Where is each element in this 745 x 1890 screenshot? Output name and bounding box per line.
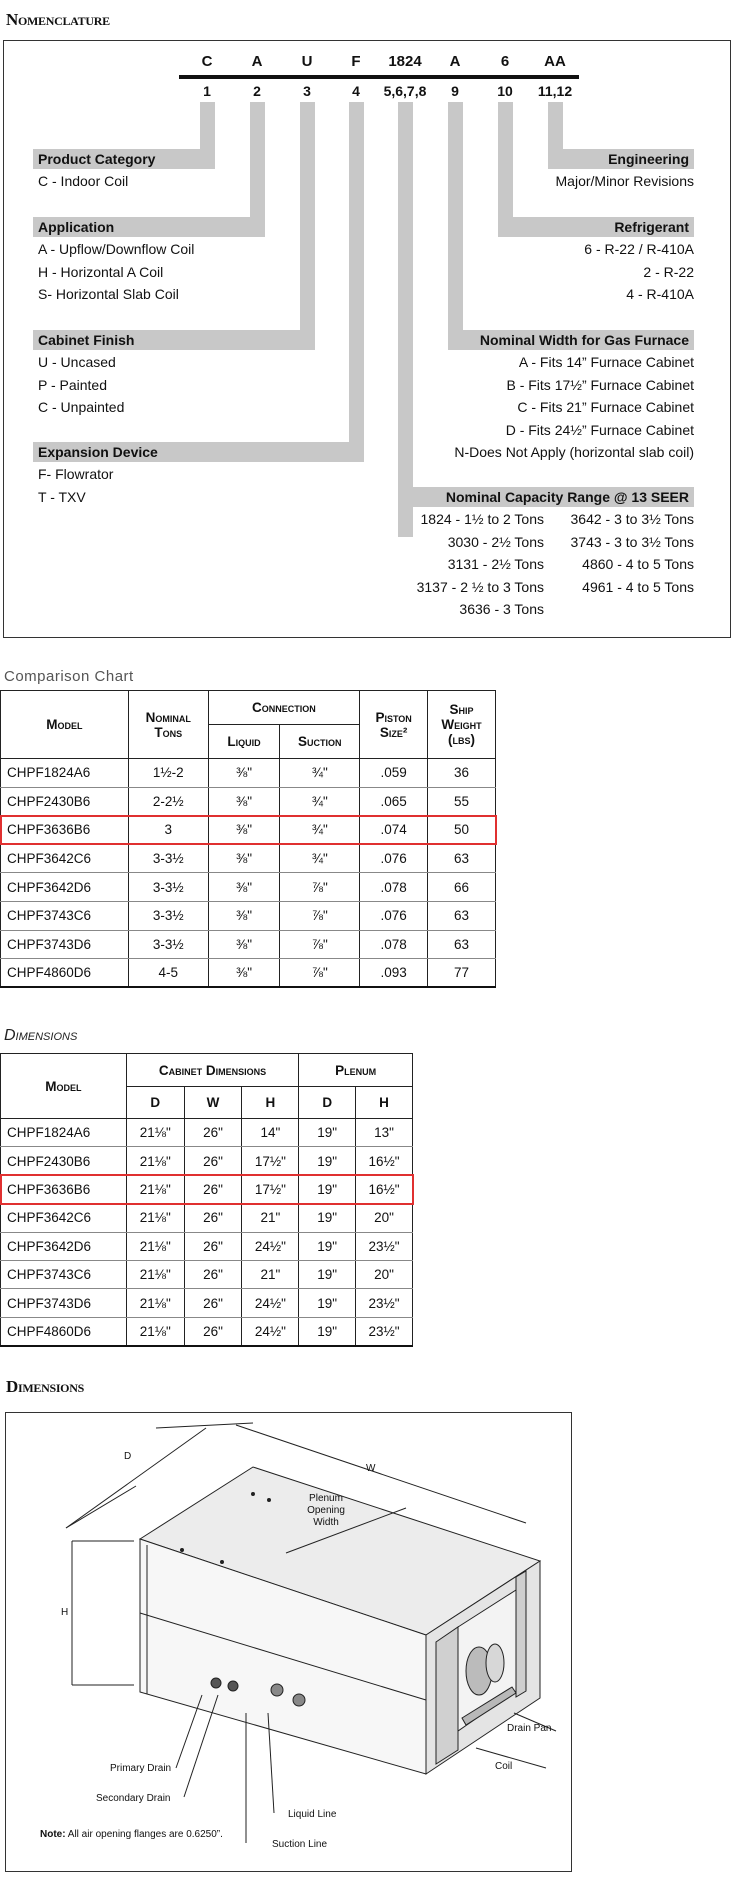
pos-2: 2 <box>253 83 261 99</box>
product-category-item: C - Indoor Coil <box>38 173 129 189</box>
table-cell: ⅜" <box>208 959 280 988</box>
col-plenum-d: D <box>299 1087 356 1119</box>
cabinet-finish-item: U - Uncased <box>38 354 116 370</box>
table-cell: 63 <box>428 901 496 930</box>
table-cell: 16½" <box>356 1175 413 1203</box>
pos-4: 4 <box>352 83 360 99</box>
comparison-title: Comparison Chart <box>4 668 134 685</box>
table-row <box>1 873 496 902</box>
nominal-width-item: B - Fits 17½” Furnace Cabinet <box>506 376 694 393</box>
cell-model: CHPF2430B6 <box>1 787 129 816</box>
expansion-device-item: T - TXV <box>38 488 86 505</box>
table-row <box>1 1147 413 1175</box>
table-cell: 21⅛" <box>126 1175 184 1203</box>
nominal-width-item: C - Fits 21” Furnace Cabinet <box>517 399 694 415</box>
table-cell: 63 <box>428 844 496 873</box>
code-1: C <box>201 53 213 70</box>
code-6: A <box>449 53 461 70</box>
table-cell: 23½" <box>356 1317 413 1345</box>
capacity-item: 3137 - 2 ½ to 3 Tons <box>416 578 544 595</box>
capacity-item: 4860 - 4 to 5 Tons <box>582 556 694 572</box>
table-row <box>1 1260 413 1288</box>
code-4: F <box>351 53 361 70</box>
label-coil: Coil <box>495 1761 513 1772</box>
svg-text:Note: All air opening flanges <box>40 1829 223 1840</box>
table-cell: 3-3½ <box>128 930 208 959</box>
label-suction-line: Suction Line <box>272 1839 328 1850</box>
cell-model: CHPF3642C6 <box>1 1204 127 1232</box>
table-cell: ⅞" <box>280 959 360 988</box>
col-model: Model <box>1 691 129 759</box>
application-item: H - Horizontal A Coil <box>38 263 164 280</box>
refrigerant-item: 2 - R-22 <box>643 263 694 280</box>
table-cell: ⅜" <box>208 816 280 845</box>
table-cell: 23½" <box>356 1289 413 1317</box>
table-cell: 77 <box>428 959 496 988</box>
label-w: W <box>366 1463 376 1474</box>
table-cell: 16½" <box>356 1147 413 1175</box>
capacity-item: 3131 - 2½ Tons <box>447 556 544 572</box>
note-label: Note: <box>40 1829 66 1840</box>
table-cell: ⅜" <box>208 873 280 902</box>
nominal-width-item: D - Fits 24½” Furnace Cabinet <box>505 421 694 438</box>
dimensions-title: Dimensions <box>4 1027 78 1044</box>
nomenclature-title: Nomenclature <box>6 10 110 29</box>
pos-3: 3 <box>303 83 311 99</box>
table-row <box>1 844 496 873</box>
col-connection: Connection <box>208 691 359 725</box>
col-cab-h: H <box>242 1087 299 1119</box>
table-cell: ¾" <box>280 787 360 816</box>
col-plenum: Plenum <box>299 1054 413 1087</box>
table-cell: 3-3½ <box>128 844 208 873</box>
col-suction: Suction <box>280 725 360 759</box>
table-cell: ¾" <box>280 759 360 788</box>
table-cell: 14" <box>242 1119 299 1147</box>
code-rule <box>179 75 579 79</box>
table-cell: .093 <box>360 959 428 988</box>
table-row <box>1 1317 413 1345</box>
table-row <box>1 759 496 788</box>
application-heading: Application <box>33 217 265 237</box>
code-5: 1824 <box>388 53 422 70</box>
table-cell: .076 <box>360 901 428 930</box>
refrigerant-item: 4 - R-410A <box>626 286 694 302</box>
table-cell: .059 <box>360 759 428 788</box>
application-item: S- Horizontal Slab Coil <box>38 286 179 302</box>
table-cell: 26" <box>184 1147 242 1175</box>
table-cell: 21⅛" <box>126 1289 184 1317</box>
table-cell: 17½" <box>242 1175 299 1203</box>
table-cell: 26" <box>184 1175 242 1203</box>
label-h: H <box>61 1607 69 1618</box>
cell-model: CHPF3642D6 <box>1 873 129 902</box>
cell-model: CHPF3642D6 <box>1 1232 127 1260</box>
cell-model: CHPF4860D6 <box>1 959 129 988</box>
table-cell: .076 <box>360 844 428 873</box>
nomenclature-box <box>3 40 731 638</box>
cell-model: CHPF3743C6 <box>1 1260 127 1288</box>
comparison-table <box>0 690 496 988</box>
capacity-item: 3636 - 3 Tons <box>459 601 544 617</box>
label-plenum-opening-width: Width <box>313 1517 339 1528</box>
code-8: AA <box>544 53 566 70</box>
table-cell: .078 <box>360 873 428 902</box>
table-cell: ⅜" <box>208 844 280 873</box>
table-cell: 26" <box>184 1260 242 1288</box>
table-cell: ⅜" <box>208 901 280 930</box>
table-cell: 19" <box>299 1204 356 1232</box>
table-cell: 20" <box>356 1260 413 1288</box>
table-cell: 63 <box>428 930 496 959</box>
label-d: D <box>124 1451 132 1462</box>
cell-model: CHPF3743C6 <box>1 901 129 930</box>
code-3: U <box>301 53 313 70</box>
table-cell: ⅜" <box>208 759 280 788</box>
table-cell: 4-5 <box>128 959 208 988</box>
cell-model: CHPF3636B6 <box>1 1175 127 1203</box>
table-row <box>1 787 496 816</box>
table-cell: 26" <box>184 1119 242 1147</box>
capacity-item: 1824 - 1½ to 2 Tons <box>420 511 544 527</box>
table-cell: 23½" <box>356 1232 413 1260</box>
pos-1: 1 <box>203 83 211 99</box>
table-cell: 26" <box>184 1232 242 1260</box>
cell-model: CHPF3642C6 <box>1 844 129 873</box>
table-cell: 36 <box>428 759 496 788</box>
engineering-heading: Engineering <box>548 149 694 169</box>
capacity-heading: Nominal Capacity Range @ 13 SEER <box>398 487 694 507</box>
nominal-width-item: A - Fits 14” Furnace Cabinet <box>518 354 694 370</box>
connector-5 <box>398 102 413 537</box>
table-cell: ⅞" <box>280 930 360 959</box>
table-cell: ⅜" <box>208 787 280 816</box>
table-row <box>1 816 496 845</box>
table-row <box>1 930 496 959</box>
table-cell: 19" <box>299 1260 356 1288</box>
table-cell: 21⅛" <box>126 1204 184 1232</box>
table-row <box>1 1204 413 1232</box>
cabinet-finish-item: C - Unpainted <box>38 399 125 415</box>
table-row <box>1 1119 413 1147</box>
table-cell: 1½-2 <box>128 759 208 788</box>
cell-model: CHPF1824A6 <box>1 1119 127 1147</box>
capacity-item: 3030 - 2½ Tons <box>447 533 544 550</box>
nominal-width-heading: Nominal Width for Gas Furnace <box>448 330 694 350</box>
table-cell: .074 <box>360 816 428 845</box>
table-cell: 21⅛" <box>126 1260 184 1288</box>
table-row <box>1 1232 413 1260</box>
table-cell: ⅞" <box>280 901 360 930</box>
nominal-width-item: N-Does Not Apply (horizontal slab coil) <box>454 444 694 460</box>
table-cell: .065 <box>360 787 428 816</box>
refrigerant-item: 6 - R-22 / R-410A <box>584 241 694 257</box>
cell-model: CHPF2430B6 <box>1 1147 127 1175</box>
table-cell: ⅞" <box>280 873 360 902</box>
connector-4 <box>349 102 364 462</box>
cabinet-finish-heading: Cabinet Finish <box>33 330 315 350</box>
table-cell: 55 <box>428 787 496 816</box>
table-cell: 17½" <box>242 1147 299 1175</box>
code-7: 6 <box>500 53 510 70</box>
table-cell: 3 <box>128 816 208 845</box>
table-cell: 21" <box>242 1260 299 1288</box>
pos-5: 5,6,7,8 <box>383 83 427 99</box>
table-cell: 19" <box>299 1289 356 1317</box>
capacity-item: 3642 - 3 to 3½ Tons <box>570 511 694 527</box>
cell-model: CHPF4860D6 <box>1 1317 127 1345</box>
table-cell: 26" <box>184 1204 242 1232</box>
table-row <box>1 1289 413 1317</box>
label-secondary-drain: Secondary Drain <box>96 1793 171 1804</box>
col-plenum-h: H <box>356 1087 413 1119</box>
table-cell: 24½" <box>242 1317 299 1345</box>
application-item: A - Upflow/Downflow Coil <box>38 241 195 257</box>
refrigerant-heading: Refrigerant <box>498 217 694 237</box>
table-cell: 50 <box>428 816 496 845</box>
cabinet-finish-item: P - Painted <box>38 376 108 393</box>
table-cell: 19" <box>299 1317 356 1345</box>
capacity-item: 3743 - 3 to 3½ Tons <box>570 533 694 550</box>
col-cab-d: D <box>126 1087 184 1119</box>
note-text: All air opening flanges are 0.6250”. <box>65 1829 223 1840</box>
engineering-item: Major/Minor Revisions <box>555 173 694 189</box>
pos-7: 10 <box>497 83 513 99</box>
pos-6: 9 <box>451 83 459 99</box>
table-cell: 19" <box>299 1232 356 1260</box>
col-model: Model <box>1 1054 127 1119</box>
col-cab-w: W <box>184 1087 242 1119</box>
table-cell: .078 <box>360 930 428 959</box>
dimensions-table <box>0 1053 413 1347</box>
expansion-device-item: F- Flowrator <box>38 466 114 482</box>
table-cell: 24½" <box>242 1289 299 1317</box>
cell-model: CHPF3743D6 <box>1 930 129 959</box>
label-plenum-opening-width: Opening <box>307 1505 345 1516</box>
table-row <box>1 901 496 930</box>
coil-cabinet-illustration <box>6 1413 573 1873</box>
connector-6 <box>448 102 463 349</box>
expansion-device-heading: Expansion Device <box>33 442 364 462</box>
table-cell: 19" <box>299 1119 356 1147</box>
pos-8: 11,12 <box>537 83 573 99</box>
capacity-item: 4961 - 4 to 5 Tons <box>582 578 694 595</box>
label-liquid-line: Liquid Line <box>288 1809 337 1820</box>
product-category-heading: Product Category <box>33 149 215 169</box>
table-cell: 19" <box>299 1147 356 1175</box>
table-cell: 20" <box>356 1204 413 1232</box>
table-row <box>1 1175 413 1203</box>
label-drain-pan: Drain Pan <box>507 1723 552 1734</box>
table-cell: 13" <box>356 1119 413 1147</box>
connector-3 <box>300 102 315 350</box>
table-cell: ⅜" <box>208 930 280 959</box>
table-cell: ¾" <box>280 844 360 873</box>
table-cell: 66 <box>428 873 496 902</box>
table-cell: 21⅛" <box>126 1232 184 1260</box>
table-cell: 24½" <box>242 1232 299 1260</box>
table-cell: ¾" <box>280 816 360 845</box>
dimensions-diagram <box>5 1412 572 1872</box>
label-plenum-opening-width: Plenum <box>309 1493 343 1504</box>
cell-model: CHPF1824A6 <box>1 759 129 788</box>
code-2: A <box>251 53 263 70</box>
table-cell: 2-2½ <box>128 787 208 816</box>
col-weight: Ship Weight (lbs) <box>428 691 496 759</box>
label-primary-drain: Primary Drain <box>110 1763 172 1774</box>
table-cell: 26" <box>184 1289 242 1317</box>
table-row <box>1 959 496 988</box>
cell-model: CHPF3743D6 <box>1 1289 127 1317</box>
table-cell: 21⅛" <box>126 1147 184 1175</box>
table-cell: 26" <box>184 1317 242 1345</box>
table-cell: 3-3½ <box>128 901 208 930</box>
col-liquid: Liquid <box>208 725 280 759</box>
table-cell: 19" <box>299 1175 356 1203</box>
table-cell: 21" <box>242 1204 299 1232</box>
table-cell: 3-3½ <box>128 873 208 902</box>
diagram-title: Dimensions <box>6 1377 84 1396</box>
cell-model: CHPF3636B6 <box>1 816 129 845</box>
table-cell: 21⅛" <box>126 1317 184 1345</box>
col-cabinet-dimensions: Cabinet Dimensions <box>126 1054 299 1087</box>
col-tons: Nominal Tons <box>128 691 208 759</box>
table-cell: 21⅛" <box>126 1119 184 1147</box>
col-piston: Piston Size² <box>360 691 428 759</box>
